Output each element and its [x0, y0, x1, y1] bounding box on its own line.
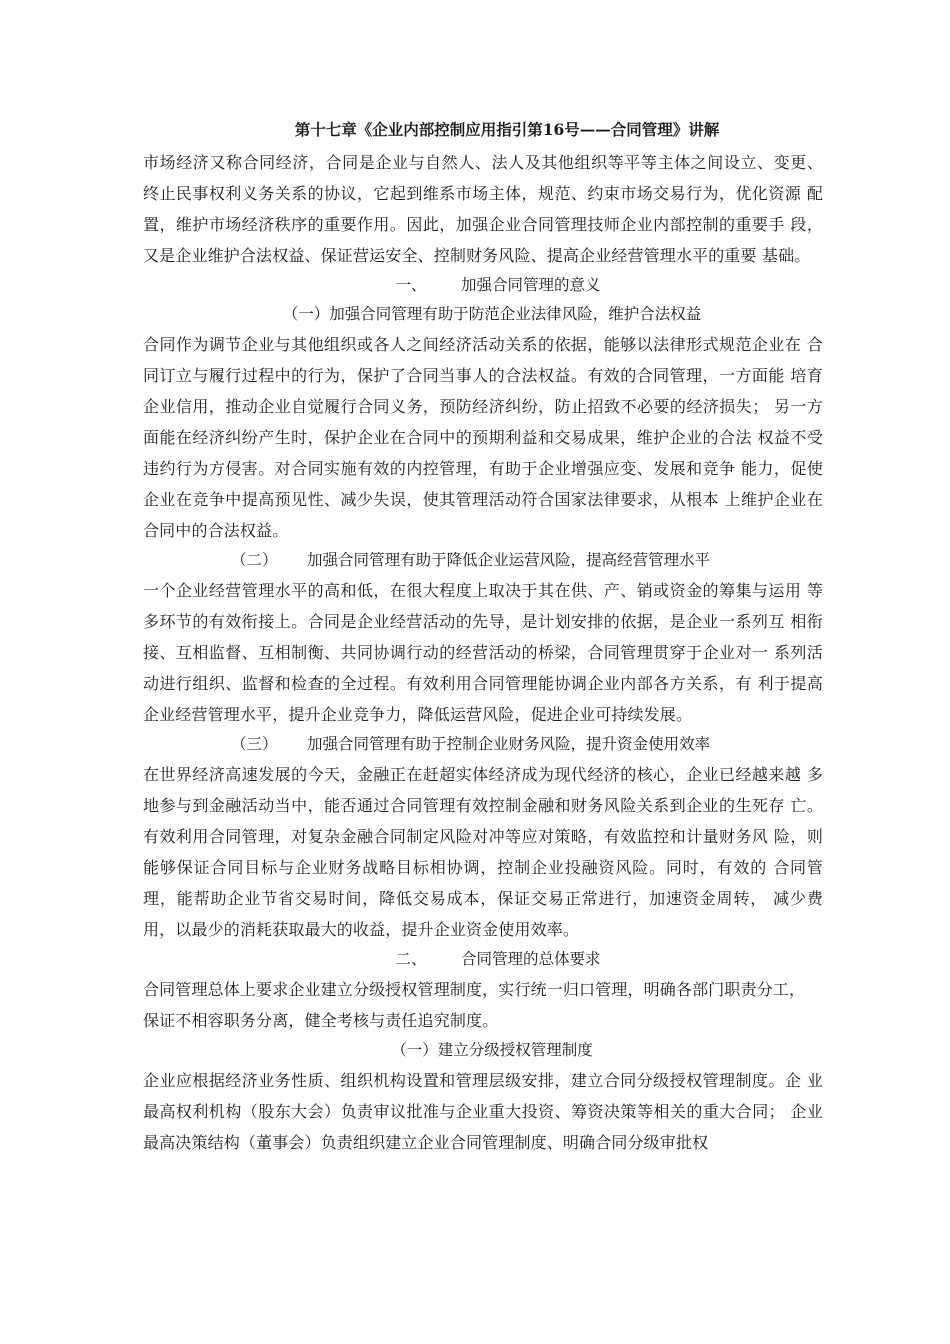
section-1-sub-1-heading: （一）加强合同管理有助于防范企业法律风险，维护合法权益: [282, 305, 702, 323]
section-2-body: [143, 974, 823, 1036]
section-1-heading: 一、 加强合同管理的意义: [395, 276, 601, 294]
section-1-sub-3-heading: （三） 加强合同管理有助于控制企业财务风险，提升资金使用效率: [231, 735, 711, 753]
intro-paragraph: 市场经济又称合同经济，合同是企业与自然人、法人及其他组织等平等主体之间设立、变更、 终止民事权利义务关系的协议，它起到维系市场主体，规范、约束市场交易行为，优化资源 配置，维护市场经济秩序的重要作用。因此，加强企业合同管理技师企业内部控制的重要手 段，又是企业维护合法权益、保证营运安全、控制财务风险、提高企业经营管理水平的重要 基础。: [143, 153, 823, 265]
section-1-sub-3-body: 在世界经济高速发展的今天，金融正在赶超实体经济成为现代经济的核心，企业已经越来越 多地参与到金融活动当中，能否通过合同管理有效控制金融和财务风险关系到企业的生死存 亡。有效利用合同管理，对复杂金融合同制定风险对冲等应对策略，有效监控和计量财务风 险，则能够保证合同目标与企业财务战略目标相协调，控制企业投融资风险。同时，有效的 合同管理，能帮助企业节省交易时间，降低交易成本，保证交易正常进行，加速资金周转， 减少费用，以最少的消耗获取最大的收益，提升企业资金使用效率。: [143, 765, 823, 939]
section-1-sub-2-heading: （二） 加强合同管理有助于降低企业运营风险，提高经营管理水平: [231, 551, 711, 569]
document-title: 第十七章《企业内部控制应用指引第16号——合同管理》讲解: [294, 120, 720, 139]
section-2-sub-1-heading: （一）建立分级授权管理制度: [391, 1041, 593, 1059]
section-2-body-line-2: 保证不相容职务分离，健全考核与责任追究制度。: [143, 1011, 499, 1030]
document-content: [143, 117, 823, 1158]
section-1-sub-2-body: 一个企业经营管理水平的高和低，在很大程度上取决于其在供、产、销或资金的筹集与运用 等多环节的有效衔接上。合同是企业经营活动的先导，是计划安排的依据，是企业一系列互 相衔接、互相监督、互相制衡、共同协调行动的经营活动的桥梁，合同管理贯穿于企业对一 系列活动进行组织、监督和检查的全过程。有效利用合同管理能协调企业内部各方关系，有 利于提高企业经营管理水平，提升企业竞争力，降低运营风险，促进企业可持续发展。: [143, 581, 823, 724]
section-1-sub-1-body: 合同作为调节企业与其他组织或各人之间经济活动关系的依据，能够以法律形式规范企业在 合同订立与履行过程中的行为，保护了合同当事人的合法权益。有效的合同管理，一方面能 培育企业信用，推动企业自觉履行合同义务，预防经济纠纷，防止招致不必要的经济损失； 另一方面能在经济纠纷产生时，保护企业在合同中的预期利益和交易成果，维护企业的合法 权益不受违约行为方侵害。对合同实施有效的内控管理，有助于企业增强应变、发展和竞争 能力，促使企业在竞争中提高预见性、减少失误，使其管理活动符合国家法律要求，从根本 上维护企业在合同中的合法权益。: [143, 335, 823, 540]
section-2-heading: 二、 合同管理的总体要求: [395, 950, 601, 968]
section-2-sub-1-body: 企业应根据经济业务性质、组织机构设置和管理层级安排，建立合同分级授权管理制度。企 业最高权利机构（股东大会）负责审议批准与企业重大投资、筹资决策等相关的重大合同； 企业最高决策结构（董事会）负责组织建立企业合同管理制度、明确合同分级审批权: [143, 1071, 823, 1152]
section-2-body-line-1: 合同管理总体上要求企业建立分级授权管理制度，实行统一归口管理，明确各部门职责分工，: [143, 980, 806, 999]
